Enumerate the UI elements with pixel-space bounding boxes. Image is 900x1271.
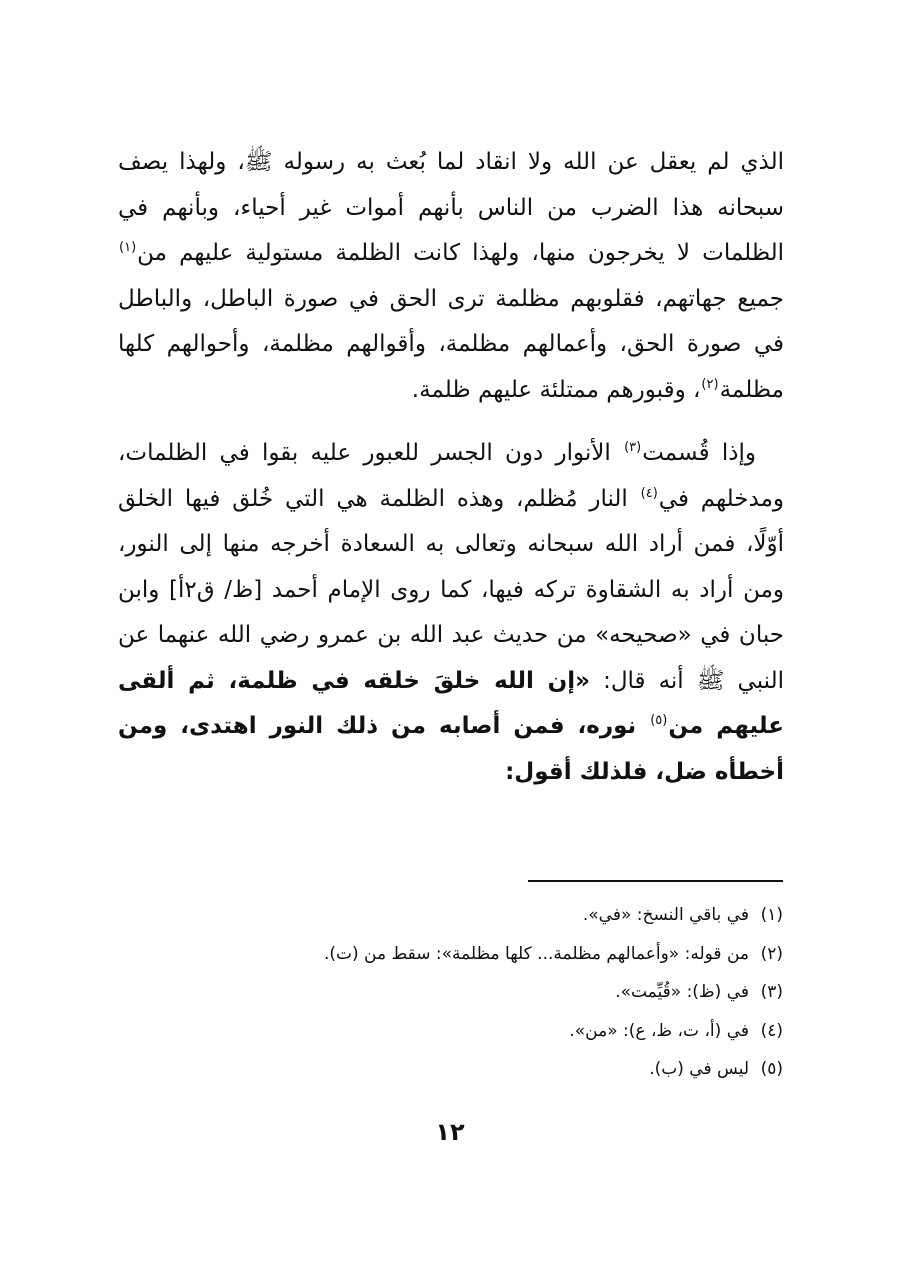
footnote-text: ليس في (ب). [649, 1059, 749, 1079]
footnote-number: (٢) [760, 943, 783, 964]
paragraph-2-text-b: الأنوار دون الجسر للعبور عليه بقوا في الظلمات، ومدخلهم في [118, 440, 785, 512]
paragraph-2-text-c: النار مُظلم، وهذه الظلمة هي التي خُلق فيها الخلق أوّلًا، فمن أراد الله سبحانه وتعالى به السعادة أخرجه منها إلى النور، ومن أراد به الشقاوة تركه فيها، كما روى الإمام أحمد [ظ/ ق٢أ] وابن حبان في «صحيحه» من حديث عبد الله بن عمرو رضي الله عنهما عن النبي ﷺ أنه قال: [118, 485, 784, 694]
footnote-text: في باقي النسخ: «في». [582, 905, 749, 925]
footnote-text: من قوله: «وأعمالهم مظلمة... كلها مظلمة»: سقط من (ت). [323, 943, 749, 964]
footnote-number: (١) [760, 905, 783, 925]
footnote-text: في (ظ): «قُيِّمت». [615, 982, 749, 1002]
footnote-item [118, 896, 783, 935]
footnote-number: (٤) [760, 1020, 783, 1041]
footnote-marker-4: (٤) [640, 485, 658, 501]
footnote-marker-1: (١) [119, 240, 137, 255]
footnote-marker-3: (٣) [624, 440, 642, 455]
footnotes-list [118, 896, 783, 1089]
footnote-divider [528, 880, 783, 882]
footnote-item [118, 1050, 783, 1089]
hadith-quote-a: «إن الله خلقَ خلقه في ظلمة، ثم ألقى عليهم من [118, 667, 784, 739]
paragraph-1-text-c: ، وقبورهم ممتلئة عليهم ظلمة. [411, 376, 701, 403]
main-text-body [118, 140, 784, 795]
paragraph-2 [118, 431, 784, 795]
footnote-item [118, 973, 783, 1012]
paragraph-1-text-a: الذي لم يعقل عن الله ولا انقاد لما بُعث به رسوله ﷺ، ولهذا يصف سبحانه هذا الضرب من الناس بأنهم أموات غير أحياء، وبأنهم في الظلمات لا يخرجون منها، ولهذا كانت الظلمة مستولية عليهم من [118, 149, 784, 266]
page-number: ١٢ [435, 1118, 465, 1146]
paragraph-1 [118, 140, 784, 413]
footnote-marker-2: (٢) [701, 376, 719, 392]
footnote-number: (٣) [760, 982, 783, 1002]
footnote-text: في (أ، ت، ظ، ع): «من». [569, 1020, 749, 1041]
paragraph-2-text-a: وإذا قُسمت [642, 440, 756, 466]
footnote-item [118, 1012, 783, 1051]
footnote-number: (٥) [760, 1059, 783, 1079]
footnote-marker-5: (٥) [650, 713, 668, 728]
paragraph-1-text-b: جميع جهاتهم، فقلوبهم مظلمة ترى الحق في صورة الباطل، والباطل في صورة الحق، وأعمالهم مظلمة، وأقوالهم مظلمة، وأحوالهم كلها مظلمة [118, 285, 784, 403]
hadith-quote-b: نوره، فمن أصابه من ذلك النور اهتدى، ومن أخطأه ضل، فلذلك أقول: [118, 713, 784, 785]
footnote-item [118, 935, 783, 974]
